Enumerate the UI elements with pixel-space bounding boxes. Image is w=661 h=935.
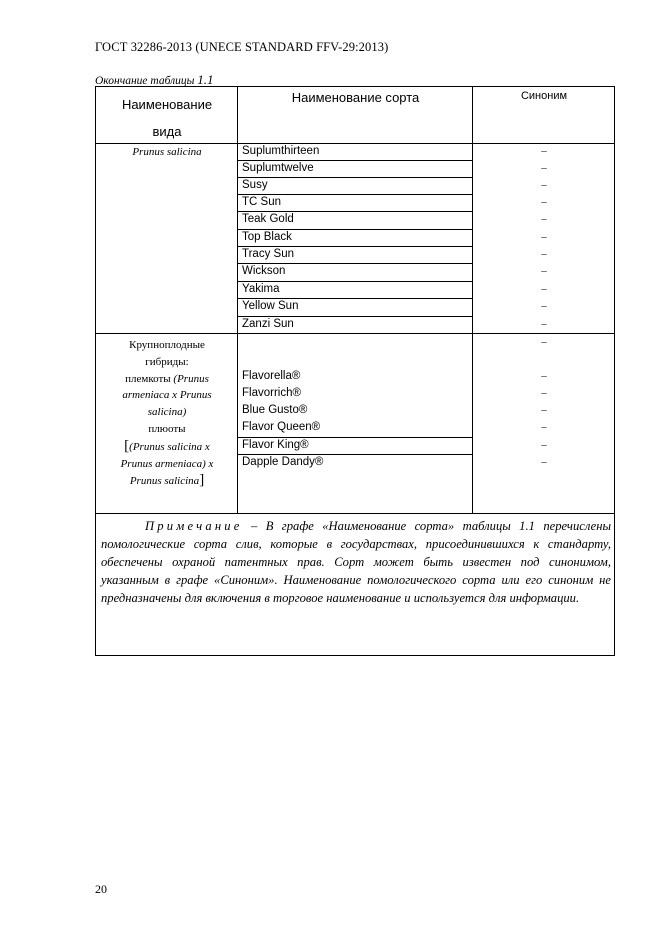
note-divider [96,513,614,514]
variety-cell: Teak Gold [242,213,294,225]
row-divider [237,246,473,247]
synonym-cell: – [541,421,547,433]
column-header-species [96,91,238,145]
row-divider [237,177,473,178]
document-header: ГОСТ 32286-2013 (UNECE STANDARD FFV-29:2013) [95,40,389,54]
species-line-part: Prunus salicina [129,475,200,488]
row-divider [237,316,473,317]
synonym-cell: – [541,265,547,277]
species-line-part: племкоты [125,372,174,385]
species-line: Крупноплодные [129,339,205,351]
row-divider [237,229,473,230]
table-caption-prefix: Окончание таблицы [95,75,195,87]
variety-cell: Tracy Sun [242,248,294,260]
table-note [101,517,611,607]
synonym-cell: – [541,196,547,208]
variety-cell: Yellow Sun [242,300,299,312]
table-caption-number: 1.1 [197,72,214,87]
synonym-cell: – [541,162,547,174]
variety-cell: Blue Gusto® [242,404,308,416]
species-line-part: (Prunus [173,372,209,385]
species-line [96,472,238,490]
variety-cell: Dapple Dandy® [242,456,324,468]
species-line: salicina) [147,406,187,419]
synonym-cell: – [541,231,547,243]
row-divider [237,437,473,438]
column-header-synonym: Синоним [520,90,568,102]
note-label: Примечание [145,519,243,533]
synonym-cell: – [541,179,547,191]
species-line [96,438,238,456]
variety-cell: Yakima [242,283,280,295]
row-divider [237,211,473,212]
variety-table [95,86,615,656]
page-number: 20 [95,882,107,896]
species-line-part: (Prunus salicina x [129,440,210,453]
species-line: плюоты [148,422,186,435]
synonym-cell: – [541,300,547,312]
row-divider [237,454,473,455]
row-divider [237,263,473,264]
variety-cell: TC Sun [242,196,281,208]
synonym-cell: – [541,283,547,295]
synonym-cell: – [541,145,547,157]
row-divider [237,281,473,282]
note-text: – В графе «Наименование сорта» таблицы 1.1 перечислены помологические сорта слив, которые в государствах, присоединившихся к стандарту, обеспечены охраной патентных прав. Сорт может быть известен под синонимом, указанным в графе «Синоним». Наименование помологического сорта или его синоним не предназначены для включения в торговое наименование и используется для информации. [101,519,611,605]
variety-cell: Wickson [242,265,286,277]
synonym-cell: – [541,404,547,416]
synonym-cell: – [541,213,547,225]
synonym-cell: – [541,336,547,348]
synonym-cell: – [541,387,547,399]
variety-cell: Flavorrich® [242,387,301,399]
synonym-cell: – [541,318,547,330]
variety-cell: Zanzi Sun [242,318,294,330]
variety-cell: Suplumtwelve [242,162,314,174]
row-divider [237,298,473,299]
bracket: ] [199,472,205,489]
variety-cell: Susy [242,179,268,191]
synonym-cell: – [541,370,547,382]
variety-cell: Flavorella® [242,370,301,382]
variety-cell: Flavor King® [242,439,309,451]
species-line: Prunus armeniaca) x [120,457,214,470]
column-header-species-line2: вида [152,124,182,139]
bracket: [ [124,437,130,454]
species-line: armeniaca x Prunus [122,389,212,402]
synonym-cell: – [541,248,547,260]
column-header-variety: Наименование сорта [291,90,420,105]
variety-cell: Suplumthirteen [242,145,320,157]
group-divider [96,333,614,334]
species-line [96,371,238,388]
species-name-prunus-salicina: Prunus salicina [132,146,202,158]
synonym-cell: – [541,456,547,468]
synonym-cell: – [541,439,547,451]
variety-cell: Top Black [242,231,292,243]
species-name-hybrids [96,337,238,490]
column-header-species-line1: Наименование [121,97,213,112]
variety-cell: Flavor Queen® [242,421,321,433]
species-line: гибриды: [145,355,189,368]
row-divider [237,194,473,195]
row-divider [237,160,473,161]
